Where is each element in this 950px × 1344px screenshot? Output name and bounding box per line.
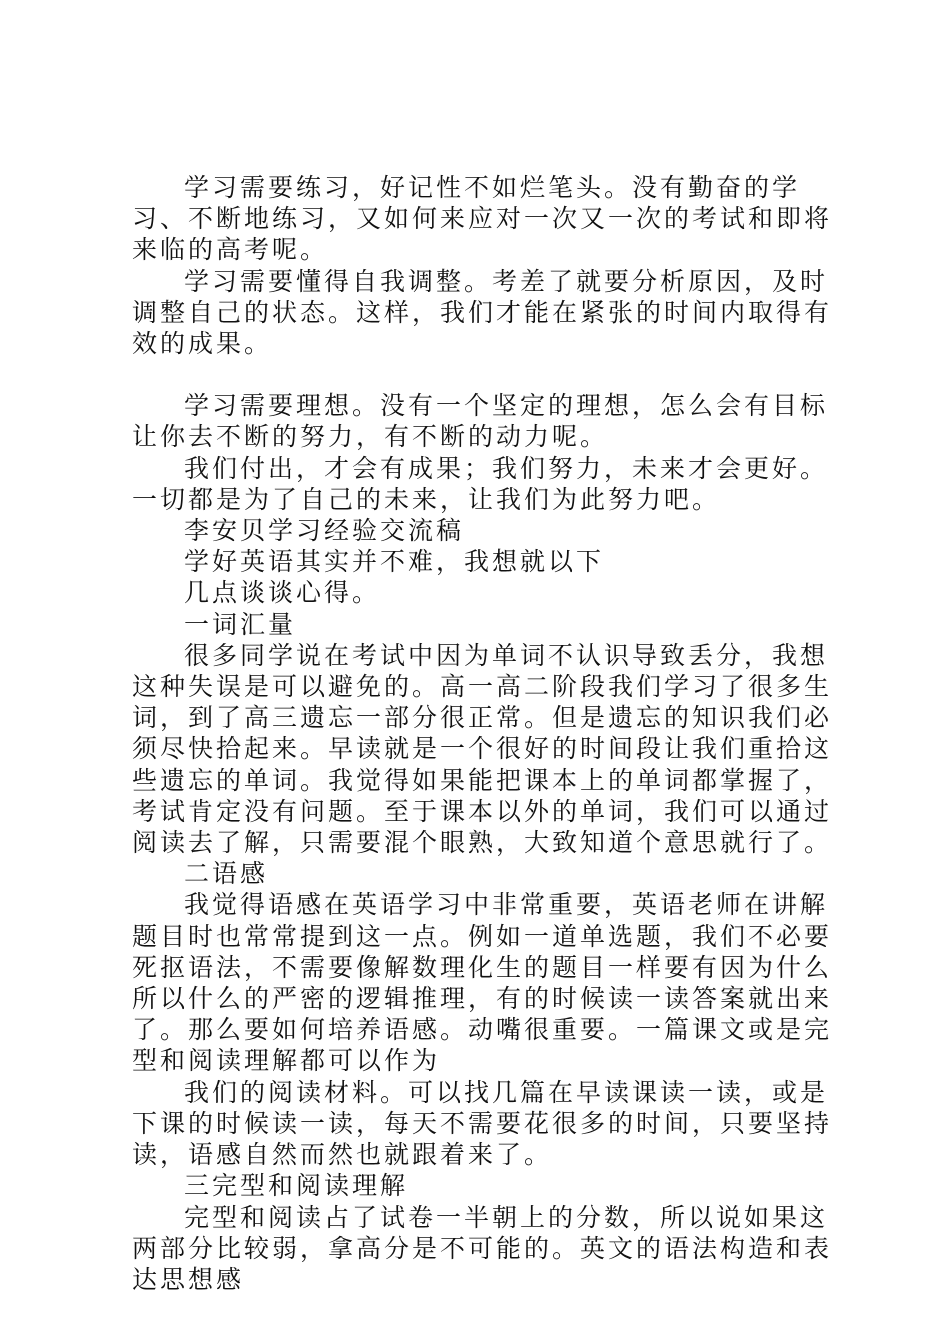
section-title: 李安贝学习经验交流稿 (184, 516, 465, 546)
heading-vocabulary: 一词汇量 (184, 609, 297, 639)
paragraph-ideal: 学习需要理想。没有一个坚定的理想，怎么会有目标让你去不断的努力，有不断的动力呢。 (132, 391, 829, 452)
paragraph-language-sense: 我觉得语感在英语学习中非常重要，英语老师在讲解题目时也常常提到这一点。例如一道单选题，我们不必要死抠语法，不需要像解数理化生的题目一样要有因为什么所以什么的严密的逻辑推理，有的时候读一读答案就出来了。那么要如何培养语感。动嘴很重要。一篇课文或是完型和阅读理解都可以作为 (132, 890, 833, 1076)
paragraph-intro-2: 几点谈谈心得。 (184, 578, 381, 608)
paragraph-practice: 学习需要练习，好记性不如烂笔头。没有勤奋的学习、不断地练习，又如何来应对一次又一次的考试和即将来临的高考呢。 (132, 173, 833, 265)
paragraph-cloze-reading: 完型和阅读占了试卷一半朝上的分数，所以说如果这两部分比较弱，拿高分是不可能的。英文的语法构造和表达思想感 (132, 1202, 833, 1294)
heading-cloze-reading: 三完型和阅读理解 (184, 1171, 409, 1201)
paragraph-self-adjust: 学习需要懂得自我调整。考差了就要分析原因，及时调整自己的状态。这样，我们才能在紧张的时间内取得有效的成果。 (132, 266, 833, 359)
paragraph-reading-material: 我们的阅读材料。可以找几篇在早读课读一读，或是下课的时候读一读，每天不需要花很多的时间，只要坚持读，语感自然而然也就跟着来了。 (132, 1077, 833, 1170)
paragraph-effort: 我们付出，才会有成果；我们努力，未来才会更好。一切都是为了自己的未来，让我们为此努力吧。 (132, 453, 829, 514)
paragraph-intro-1: 学好英语其实并不难，我想就以下 (184, 547, 605, 577)
paragraph-vocabulary: 很多同学说在考试中因为单词不认识导致丢分，我想这种失误是可以避免的。高一高二阶段我们学习了很多生词，到了高三遗忘一部分很正常。但是遗忘的知识我们必须尽快拾起来。早读就是一个很好的时间段让我们重拾这些遗忘的单词。我觉得如果能把课本上的单词都掌握了，考试肯定没有问题。至于课本以外的单词，我们可以通过阅读去了解，只需要混个眼熟，大致知道个意思就行了。 (132, 640, 833, 858)
paragraph-spacer (132, 359, 852, 390)
document-body (132, 172, 852, 1295)
heading-language-sense: 二语感 (184, 859, 269, 889)
